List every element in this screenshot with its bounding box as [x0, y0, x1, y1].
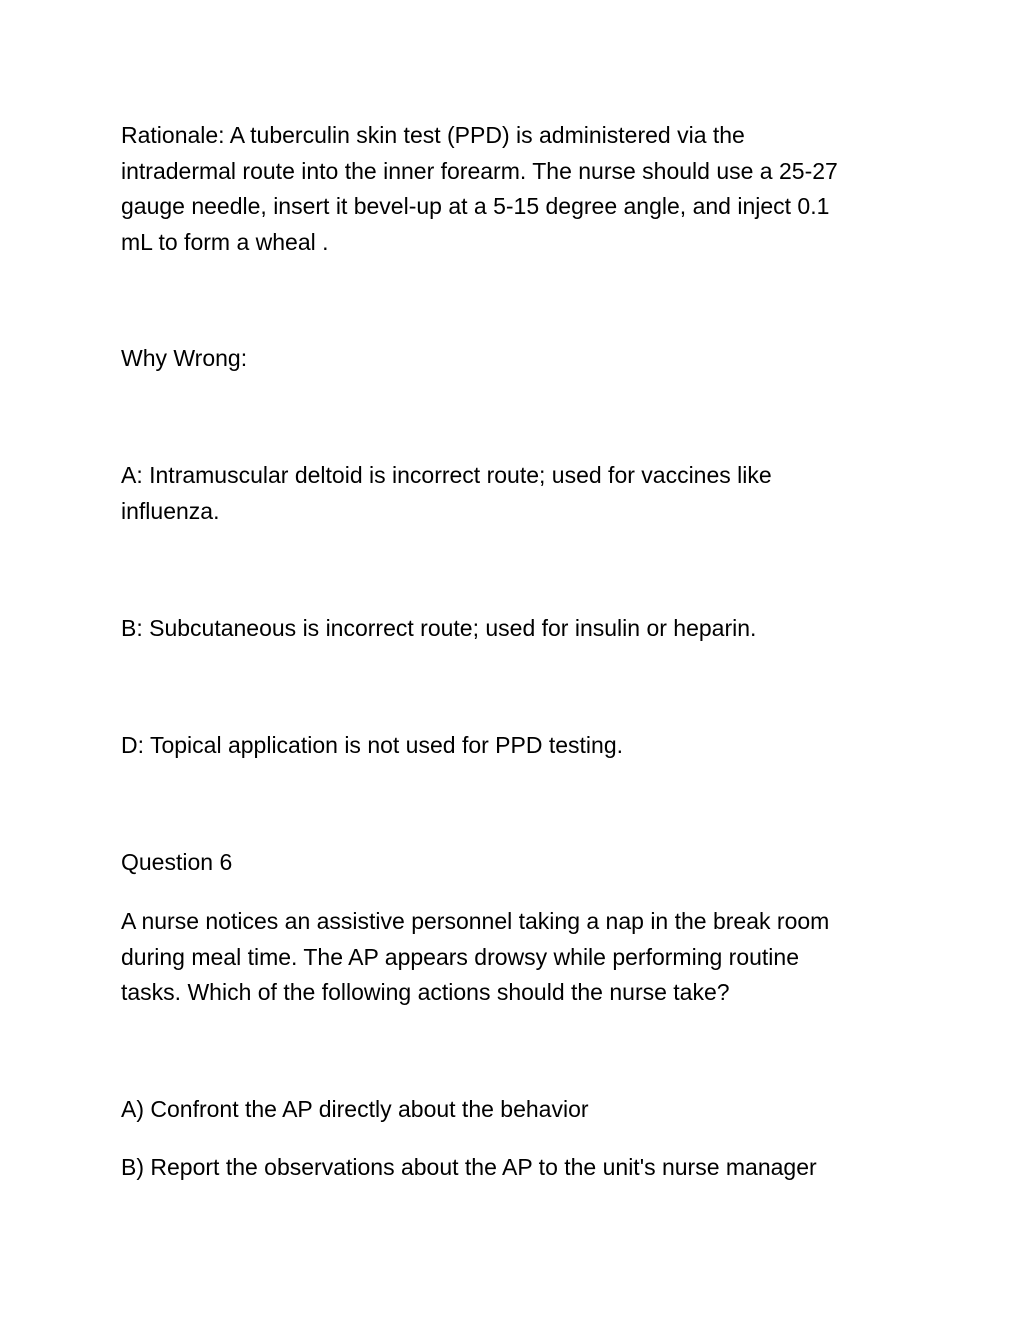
- wrong-answer-d: D: Topical application is not used for PPD testing.: [121, 732, 624, 758]
- why-wrong-heading: Why Wrong:: [121, 345, 248, 371]
- question-stem-line: tasks. Which of the following actions should the nurse take?: [121, 979, 730, 1005]
- rationale-line: intradermal route into the inner forearm. The nurse should use a 25-27: [121, 157, 838, 184]
- option-b: B) Report the observations about the AP to the unit's nurse manager: [121, 1154, 817, 1180]
- rationale-line: Rationale: A tuberculin skin test (PPD) is administered via the: [121, 122, 745, 148]
- question-title: Question 6: [121, 849, 233, 875]
- rationale-line: gauge needle, insert it bevel-up at a 5-15 degree angle, and inject 0.1: [121, 193, 830, 219]
- wrong-answer-a-line: A: Intramuscular deltoid is incorrect route; used for vaccines like: [121, 462, 772, 488]
- question-stem-line: A nurse notices an assistive personnel taking a nap in the break room: [121, 908, 830, 934]
- wrong-answer-a: [121, 458, 911, 529]
- wrong-answer-a-line: influenza.: [121, 497, 220, 524]
- option-a: A) Confront the AP directly about the behavior: [121, 1096, 589, 1122]
- wrong-answer-b: B: Subcutaneous is incorrect route; used for insulin or heparin.: [121, 615, 757, 641]
- rationale-line: mL to form a wheal .: [121, 228, 329, 255]
- document-page: [121, 0, 911, 1320]
- rationale-paragraph: [121, 118, 911, 260]
- question-stem: [121, 904, 911, 1011]
- question-stem-line: during meal time. The AP appears drowsy while performing routine: [121, 943, 799, 970]
